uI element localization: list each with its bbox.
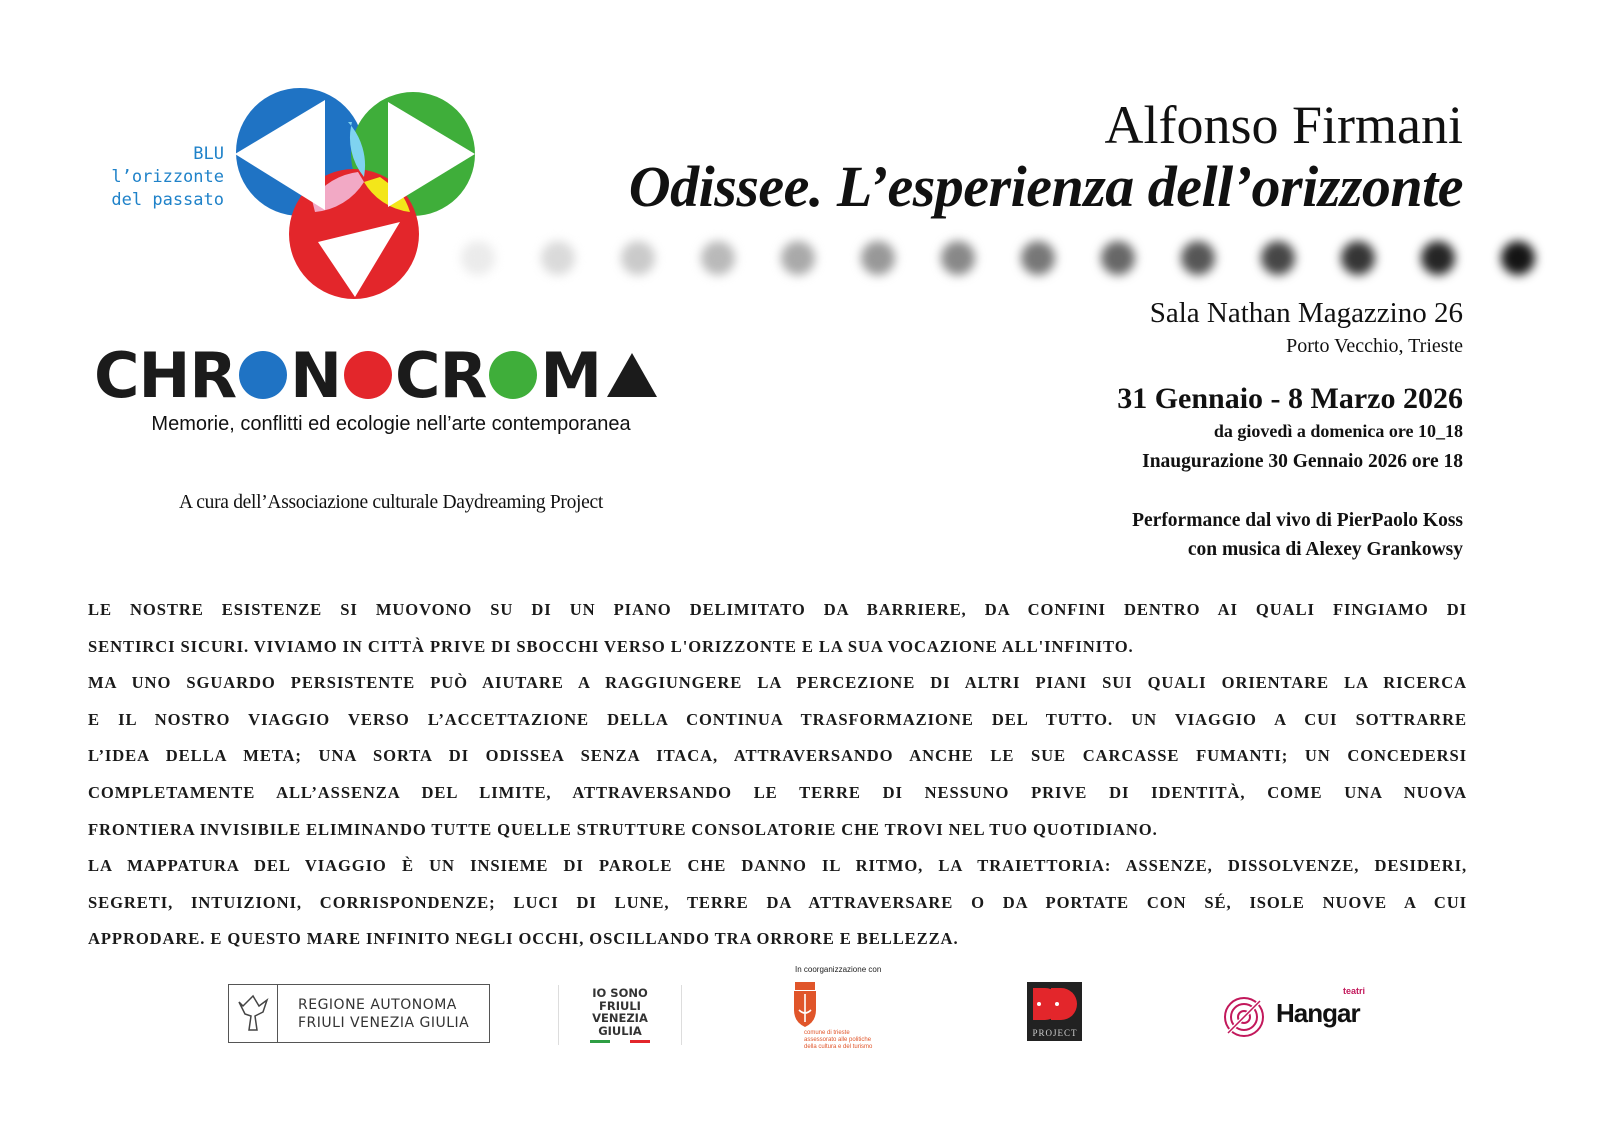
trieste-line: comune di trieste [804, 1030, 850, 1036]
wordmark-letter: C [395, 338, 440, 412]
statement-line: L’IDEA DELLA META; UNA SORTA DI ODISSEA SENZA ITACA, ATTRAVERSANDO ANCHE LE SUE CARCASSE FUMANTI; UN CONCEDERSI [88, 746, 1467, 766]
region-line: FRIULI VENEZIA GIULIA [298, 1014, 470, 1031]
coorganization-label: In coorganizzazione con [795, 965, 882, 974]
horizon-dot [781, 241, 815, 275]
green-o-dot [489, 351, 537, 399]
horizon-dot [541, 241, 575, 275]
performance-info [1132, 506, 1463, 564]
music: con musica di Alexey Grankowsy [1187, 539, 1463, 560]
dd-project-text: PROJECT [1032, 1028, 1078, 1038]
inauguration: Inaugurazione 30 Gennaio 2026 ore 18 [1142, 451, 1463, 472]
blue-o-dot [239, 351, 287, 399]
hangar-teatri-label: teatri [1343, 986, 1366, 996]
horizon-dot [1421, 241, 1455, 275]
fvg-line: FRIULI [599, 998, 641, 1013]
horizon-dot [701, 241, 735, 275]
statement-text [88, 592, 1467, 958]
horizon-dot [621, 241, 655, 275]
location: Porto Vecchio, Trieste [1286, 335, 1463, 357]
statement-line: MA UNO SGUARDO PERSISTENTE PUÒ AIUTARE A RAGGIUNGERE LA PERCEZIONE DI ALTRI PIANI SUI QUALI ORIENTARE LA RICERCA [88, 673, 1467, 693]
tagline-line: del passato [111, 190, 224, 210]
blu-circles-logo [230, 82, 485, 307]
trieste-text [804, 1030, 872, 1051]
wordmark-letter: M [540, 338, 602, 412]
horizon-dot [1021, 241, 1055, 275]
horizon-dot [461, 241, 495, 275]
fvg-line: VENEZIA [592, 1011, 648, 1025]
trieste-line: della cultura e del turismo [804, 1044, 873, 1050]
horizon-dot [1341, 241, 1375, 275]
trieste-line: assessorato alle politiche [804, 1037, 872, 1043]
venue: Sala Nathan Magazzino 26 [1149, 297, 1463, 329]
regione-fvg-logo [228, 984, 490, 1043]
io-sono-fvg-logo [558, 985, 682, 1045]
statement-line: SENTIRCI SICURI. VIVIAMO IN CITTÀ PRIVE DI SBOCCHI VERSO L'ORIZZONTE E LA SUA VOCAZIONE ALL'INFINITO. [88, 636, 1134, 656]
statement-line: FRONTIERA INVISIBILE ELIMINANDO TUTTE QUELLE STRUTTURE CONSOLATORIE CHE TROVI NEL TUO QUOTIDIANO. [88, 819, 1158, 839]
trieste-coat-of-arms-icon [792, 980, 818, 1028]
wordmark-letter: R [189, 338, 237, 412]
region-line: REGIONE AUTONOMA [298, 996, 457, 1013]
chronocroma-wordmark [94, 338, 657, 412]
dates: 31 Gennaio - 8 Marzo 2026 [1117, 382, 1463, 415]
artist-name: Alfonso Firmani [1104, 95, 1463, 155]
statement-line: COMPLETAMENTE ALL’ASSENZA DEL LIMITE, ATTRAVERSANDO LE TERRE DI NESSUNO PRIVE DI IDENTITÀ, COME UNA NUOVA [88, 782, 1467, 802]
red-o-dot [344, 351, 392, 399]
hangar-logo-text: Hangar [1276, 998, 1360, 1028]
wordmark-letter: C [94, 338, 139, 412]
horizon-dot [861, 241, 895, 275]
curator-credit: A cura dell’Associazione culturale Daydreaming Project [178, 492, 603, 513]
statement-line: LA MAPPATURA DEL VIAGGIO È UN INSIEME DI PAROLE CHE DANNO IL RITMO, LA TRAIETTORIA: ASSENZE, DISSOLVENZE, DESIDERI, [88, 856, 1467, 876]
exhibition-title: Odissee. L’esperienza dell’orizzonte [628, 154, 1463, 219]
blu-tagline [84, 143, 224, 212]
wordmark-letter: N [290, 338, 342, 412]
fvg-line: IO SONO [592, 986, 648, 1000]
eagle-icon [229, 985, 278, 1042]
opening-hours: da giovedì a domenica ore 10_18 [1213, 421, 1463, 441]
wordmark-letter: H [138, 338, 190, 412]
statement-line: APPRODARE. E QUESTO MARE INFINITO NEGLI OCCHI, OSCILLANDO TRA ORRORE E BELLEZZA. [88, 929, 959, 949]
horizon-dot [1181, 241, 1215, 275]
fvg-line: GIULIA [598, 1023, 642, 1038]
performance: Performance dal vivo di PierPaolo Koss [1132, 510, 1463, 531]
hangar-radar-icon [1222, 995, 1270, 1039]
triangle-a-icon [607, 353, 657, 397]
wordmark-letter: R [439, 338, 487, 412]
horizon-dot [1261, 241, 1295, 275]
italian-flag-stripes [559, 1040, 681, 1043]
statement-line: SEGRETI, INTUIZIONI, CORRISPONDENZE; LUCI DI LUNE, TERRE DA ATTRAVERSARE O DA PORTATE CON SÉ, ISOLE NUOVE A CUI [88, 892, 1467, 912]
horizon-dot [1101, 241, 1135, 275]
exhibition-subtitle: Memorie, conflitti ed ecologie nell’arte contemporanea [151, 413, 631, 435]
horizon-dot [1501, 241, 1535, 275]
tagline-line: l’orizzonte [111, 167, 224, 187]
statement-line: LE NOSTRE ESISTENZE SI MUOVONO SU DI UN PIANO DELIMITATO DA BARRIERE, DA CONFINI DENTRO AI QUALI FINGIAMO DI [88, 600, 1467, 619]
horizon-dot [941, 241, 975, 275]
tagline-line: BLU [193, 144, 224, 164]
statement-line: E IL NOSTRO VIAGGIO VERSO L’ACCETTAZIONE DELLA CONTINUA TRASFORMAZIONE DEL TUTTO. UN VIAGGIO A CUI SOTTRARRE [88, 709, 1467, 729]
